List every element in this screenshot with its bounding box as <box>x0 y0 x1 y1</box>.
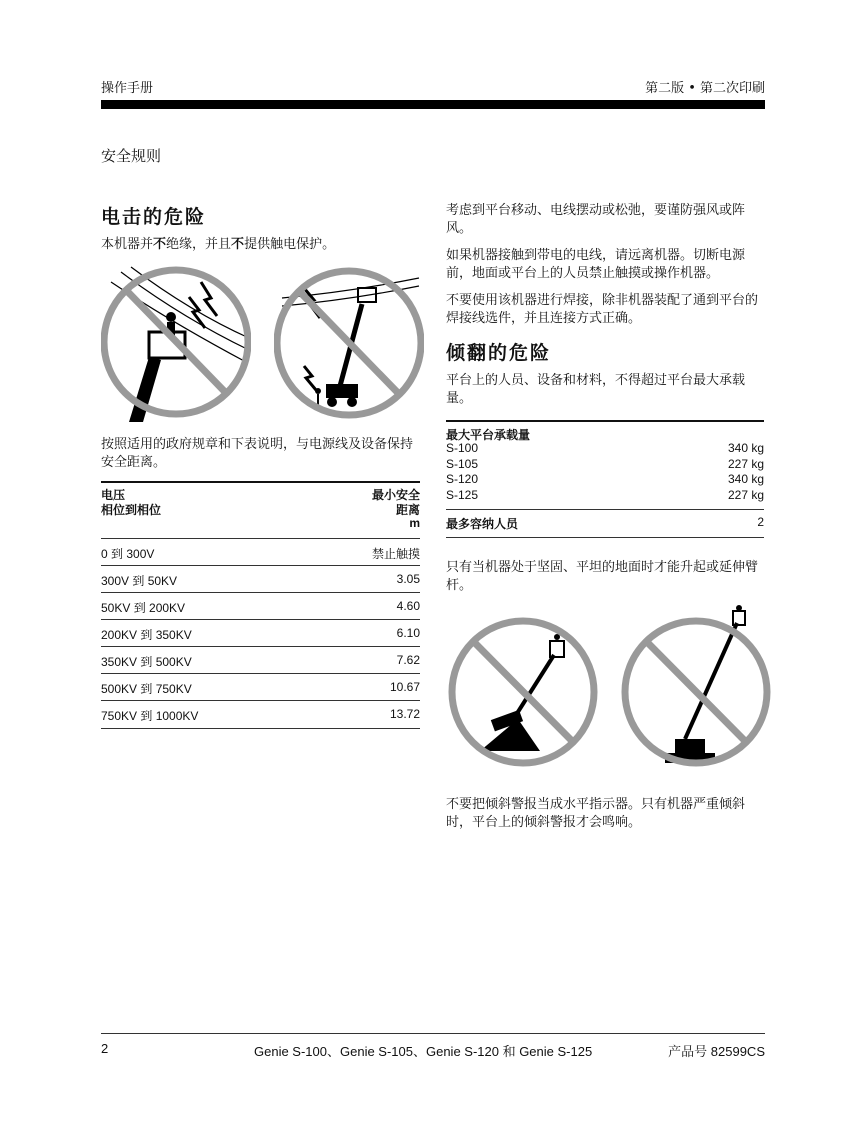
tilt-alarm-warning: 不要把倾斜警报当成水平指示器。只有机器严重倾斜时，平台上的倾斜警报才会鸣响。 <box>446 797 746 830</box>
table-row: S-100 340 kg <box>446 441 764 455</box>
header-left: 操作手册 <box>101 81 154 96</box>
electrocution-title: 电击的危险 <box>101 206 207 228</box>
footer-models: Genie S-100、Genie S-105、Genie S-120 和 Genie S-125 <box>254 1044 593 1059</box>
tip-over-title: 倾翻的危险 <box>446 342 552 364</box>
footer-rule <box>101 1033 765 1034</box>
header-distance: 距离 <box>395 503 420 517</box>
load-table-title: 最大平台承载量 <box>446 428 531 442</box>
table-top-rule <box>101 481 420 483</box>
footer-part-number: 产品号 82599CS <box>668 1044 765 1059</box>
header-min-distance: 最小安全 <box>371 488 420 502</box>
level-ground-warning: 只有当机器处于坚固、平坦的地面时才能升起或延伸臂杆。 <box>446 560 759 593</box>
page-number: 2 <box>101 1041 109 1056</box>
electrocution-intro: 本机器并不绝缘，并且不提供触电保护。 <box>101 237 336 252</box>
distance-instruction: 按照适用的政府规章和下表说明，与电源线及设备保持安全距离。 <box>101 437 414 470</box>
header-phase: 相位到相位 <box>101 503 162 517</box>
power-line-contact-prohibited-icon <box>101 262 251 422</box>
table-row: S-120 340 kg <box>446 472 764 486</box>
section-title: 安全规则 <box>101 147 162 165</box>
table-row: S-125 227 kg <box>446 488 764 502</box>
header-unit: m <box>409 516 420 530</box>
wind-warning: 考虑到平台移动、电线摆动或松弛，要谨防强风或阵风。 <box>446 203 746 236</box>
table-header <box>101 486 420 501</box>
header-bar <box>101 100 765 109</box>
table-row: S-105 227 kg <box>446 457 764 471</box>
capacity-warning: 平台上的人员、设备和材料，不得超过平台最大承载量。 <box>446 373 746 406</box>
slope-prohibited-icon <box>446 615 601 770</box>
contact-warning: 如果机器接触到带电的电线，请远离机器。切断电源前，地面或平台上的人员禁止触摸或操作机器。 <box>446 248 746 281</box>
boom-power-line-prohibited-icon <box>274 266 424 421</box>
extended-boom-prohibited-icon <box>619 605 774 770</box>
header-voltage: 电压 <box>101 488 126 502</box>
occupants-row: 最多容纳人员 2 <box>446 515 764 531</box>
header-right: 第二版 • 第二次印刷 <box>645 81 765 96</box>
welding-warning: 不要使用该机器进行焊接，除非机器装配了通到平台的焊接线选件，并且连接方式正确。 <box>446 293 759 326</box>
